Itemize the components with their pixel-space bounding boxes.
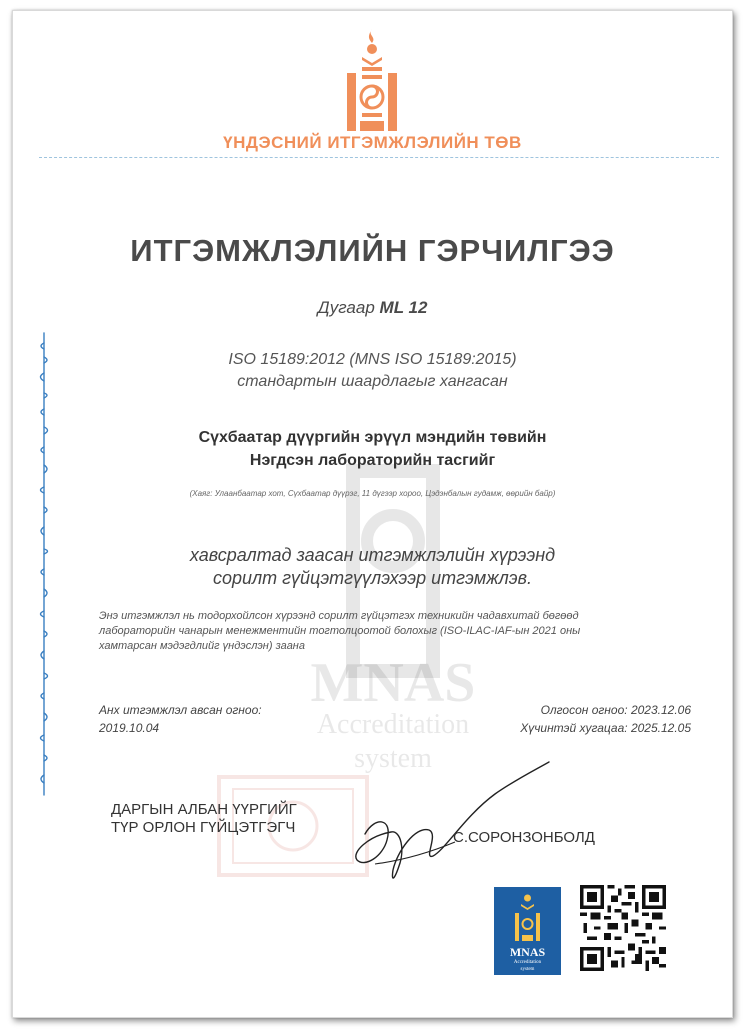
lab-address: (Хаяг: Улаанбаатар хот, Сүхбаатар дүүрэг, 11 дүгээр хороо, Цэдэнбалын гудамж, өөрийн байр) [189,489,556,498]
watermark-text-1: MNAS [310,652,476,714]
mnas-logo [494,887,561,975]
valid-date-line [433,721,691,735]
header-divider [39,157,719,158]
signatory-name: С.СОРОНЗОНБОЛД [453,829,595,846]
certificate-title: ИТГЭМЖЛЭЛИЙН ГЭРЧИЛГЭЭ [130,233,615,268]
valid-date: 2025.12.05 [630,721,691,735]
issued-date-line [433,703,691,717]
certificate-sheet [12,10,733,1018]
statement-line-2: лабораторийн чанарын менежментийн тогтолцоотой болохыг (ISO-ILAC-IAF-ын 2021 оны [99,625,581,637]
mnas-logo-sub-1: Accreditation [513,960,542,965]
mnas-logo-sub-2: system [520,967,535,972]
issued-date: 2023.12.06 [630,703,691,717]
statement-line-3: хамтарсан мэдэгдлийг үндэслэн) заана [99,640,305,652]
signatory-role-line-1: ДАРГЫН АЛБАН ҮҮРГИЙГ [111,801,297,818]
watermark-text-2: Accreditation [316,709,470,740]
soyombo-emblem-icon [343,27,401,137]
certificate-number-line [13,298,732,318]
certificate-number-prefix: Дугаар [317,298,375,317]
scope-line-2: сорилт гүйцэтгүүлэхээр итгэмжлэв. [212,568,533,588]
standard-line-1: ISO 15189:2012 (MNS ISO 15189:2015) [228,351,517,368]
qr-code-icon [580,885,666,971]
first-accreditation-date: 2019.10.04 [99,721,160,735]
issued-date-label: Олгосон огноо: [540,703,628,717]
lab-name-line-1: Сүхбаатар дүүргийн эрүүл мэндийн төвийн [198,429,547,446]
certificate-number: ML 12 [379,298,428,317]
statement-line-1: Энэ итгэмжлэл нь тодорхойлсон хүрээнд сорилт гүйцэтгэх техникийн чадавхитай бөгөөд [99,610,579,622]
accreditation-statement [99,609,679,654]
mnas-logo-word: MNAS [509,945,546,959]
watermark-text-3: system [354,743,432,774]
signature-graphic [335,756,555,896]
first-accreditation-label: Анх итгэмжлэл авсан огноо: [99,703,262,717]
standard-line-2: стандартын шаардлагыг хангасан [237,373,508,390]
lab-name-line-2: Нэгдсэн лабораторийн тасгийг [249,452,496,469]
organization-name: ҮНДЭСНИЙ ИТГЭМЖЛЭЛИЙН ТӨВ [223,133,522,152]
signatory-role-line-2: ТҮР ОРЛОН ГҮЙЦЭТГЭГЧ [111,819,296,836]
scope-line-1: хавсралтад заасан итгэмжлэлийн хүрээнд [189,545,556,565]
valid-date-label: Хүчинтэй хугацаа: [520,721,628,735]
